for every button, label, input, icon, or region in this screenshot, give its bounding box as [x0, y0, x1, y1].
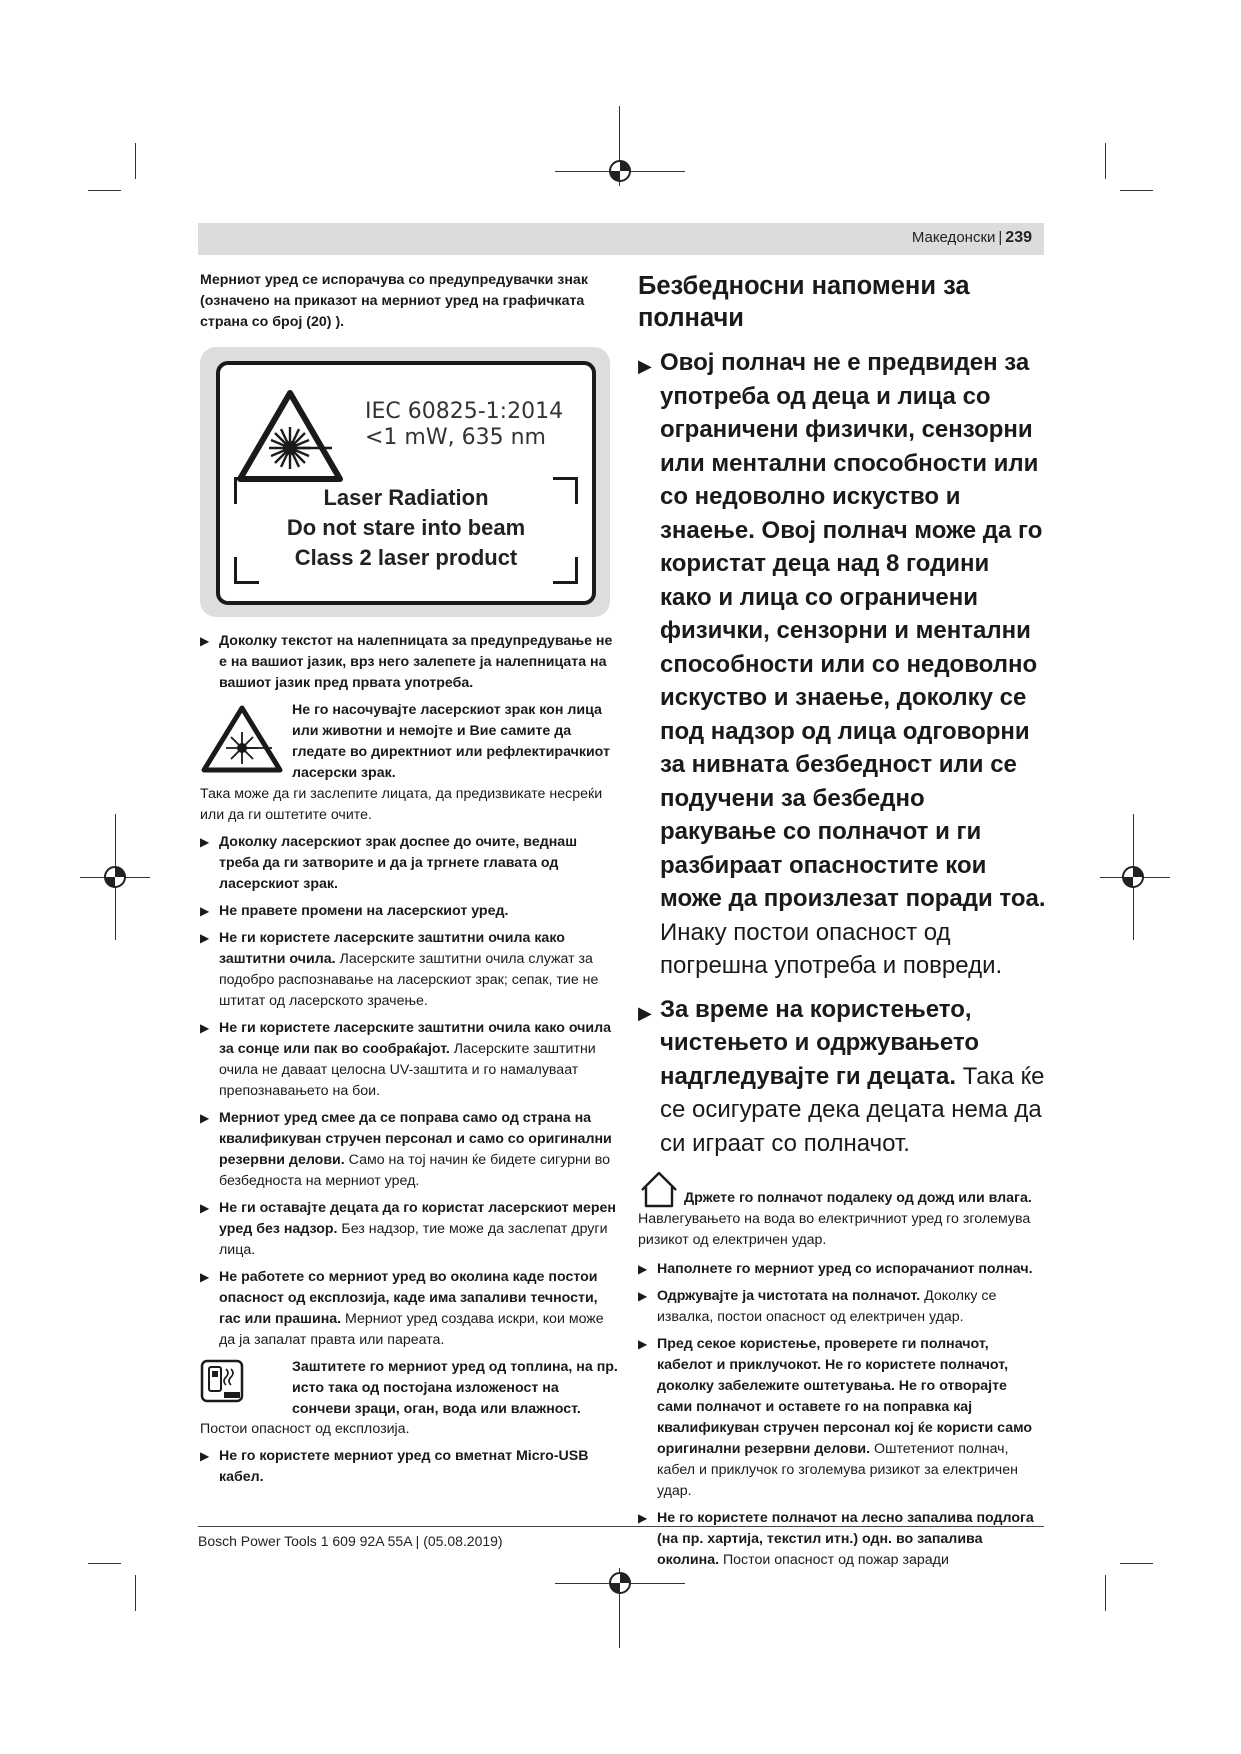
- arrow-bullet-icon: ▶: [200, 835, 210, 849]
- item-normal: Ласерските заштитни очила служат за подобро распознавање на ласерскиот зрак; сепак, тие не штитат од ласерското зрачење.: [219, 951, 599, 1009]
- list-item: [638, 1259, 1046, 1280]
- label-line: Do not stare into beam: [286, 515, 526, 540]
- item-normal: Ласерските заштитни очила не даваат целосна UV-заштита и го намалуваат препознавањето на бои.: [219, 1041, 596, 1099]
- arrow-bullet-icon: ▶: [200, 1021, 210, 1035]
- big-list-item: [638, 993, 1046, 1161]
- crop-mark: [1120, 1563, 1153, 1564]
- item-text: Не правете промени на ласерскиот уред.: [219, 903, 509, 919]
- header-separator: |: [998, 229, 1003, 246]
- label-iec-line1: IEC 60825-1:2014: [365, 399, 564, 424]
- intro-paragraph: Мерниот уред се испорачува со предупредувачки знак (означено на приказот на мерниот уред на графичката страна со број (20) ).: [200, 272, 588, 330]
- list-item: [200, 1018, 620, 1102]
- indoor-warning-bold: Држете го полначот подалеку од дожд или влага.: [684, 1190, 1032, 1206]
- item-normal: Само на тој начин ќе бидете сигурни во безбедноста на мерниот уред.: [219, 1152, 610, 1189]
- heat-warning-block: [200, 1357, 620, 1423]
- crop-mark: [88, 1563, 121, 1564]
- list-item: [638, 1334, 1046, 1502]
- warning-bold: Не го насочувајте ласерскиот зрак кон лица или животни и немојте и Вие самите да гледате во директниот или рефлектирачкиот ласерски зрак.: [292, 702, 610, 781]
- warning-continuation: [200, 784, 620, 826]
- left-column: [200, 270, 620, 1494]
- item-bold: Овој полнач не е предвиден за употреба од деца и лица со ограничени физички, сензорни или ментални способности или со недоволно искуство и знаење. Овој полнач може да го користат деца над 8 години како и лица со ограничени физички, сензорни и ментални способности или со недоволно искуство и знаење, доколку се под надзор од лица одговорни за нивната безбедност или се подучени за безбедно ракување со полначот и ги разбираат опасностите кои може да произлезат поради тоа.: [660, 349, 1046, 912]
- arrow-bullet-icon: ▶: [200, 1270, 210, 1284]
- arrow-bullet-icon: ▶: [200, 634, 210, 648]
- item-bold: Мерниот уред смее да се поправа само од страна на квалификуван стручен персонал и само со оригинални резервни делови.: [219, 1110, 612, 1168]
- list-item: [200, 1198, 620, 1261]
- laser-warning-label: [200, 347, 610, 617]
- laser-warning-icon: [234, 387, 346, 485]
- label-iec-text: [365, 399, 563, 451]
- item-normal: Оштетениот полнач, кабел и приклучок го зголемува ризикот за електричен удар.: [657, 1441, 1018, 1499]
- warning-text: [292, 700, 620, 784]
- registration-mark-icon: [606, 157, 634, 185]
- crop-mark: [1105, 143, 1106, 179]
- list-item: [638, 1286, 1046, 1328]
- section-name: Македонски: [911, 229, 996, 246]
- label-frame: [216, 361, 596, 605]
- label-line: Class 2 laser product: [294, 545, 518, 570]
- arrow-bullet-icon: ▶: [200, 1449, 210, 1463]
- crop-mark: [88, 190, 121, 191]
- arrow-bullet-icon: ▶: [200, 931, 210, 945]
- item-bold: За време на користењето, чистењето и одржувањето надгледувајте ги децата.: [660, 995, 980, 1090]
- item-bold: Одржувајте ја чистотата на полначот.: [657, 1288, 921, 1304]
- laser-warning-icon: [200, 704, 284, 774]
- warning-normal: Така може да ги заслепите лицата, да предизвикате несреќи или да ги оштетите очите.: [200, 786, 603, 823]
- list-item: [200, 832, 620, 895]
- item-text: Не го користете мерниот уред со вметнат Micro-USB кабел.: [219, 1448, 589, 1485]
- item-bold: Не ги оставајте децата да го користат ласерскиот мерен уред без надзор.: [219, 1200, 616, 1237]
- item-text: Доколку ласерскиот зрак доспее до очите, веднаш треба да ги затворите и да ја тргнете главата од ласерскиот зрак.: [219, 834, 578, 892]
- list-item: [200, 1108, 620, 1192]
- item-text: Наполнете го мерниот уред со испорачаниот полнач.: [657, 1261, 1033, 1277]
- laser-warning-block: [200, 700, 620, 790]
- item-normal: Без надзор, тие може да заслепат други лица.: [219, 1221, 608, 1258]
- heat-protection-icon: [200, 1359, 244, 1403]
- item-normal: Постои опасност од пожар заради: [719, 1552, 949, 1568]
- item-text: Доколку текстот на налепницата за предупредување не е на вашиот јазик, врз него залепете ја налепницата на вашиот јазик пред првата употреба.: [219, 633, 613, 691]
- item-normal: Доколку се извалка, постои опасност од електричен удар.: [657, 1288, 997, 1325]
- indoor-warning-text: [638, 1170, 1046, 1251]
- arrow-bullet-icon: ▶: [200, 1201, 210, 1215]
- item-bold: Не ги користете ласерските заштитни очила како заштитни очила.: [219, 930, 565, 967]
- page-number: 239: [1005, 229, 1032, 246]
- heat-warning-normal: Постои опасност од експлозија.: [200, 1421, 410, 1437]
- list-item: [200, 928, 620, 1012]
- footer-rule: [198, 1526, 1044, 1527]
- crop-mark: [135, 1575, 136, 1611]
- label-line: Laser Radiation: [323, 485, 489, 510]
- header-text: [912, 229, 1032, 247]
- page-header: [198, 223, 1044, 255]
- right-small-list: [638, 1259, 1046, 1571]
- right-column: [638, 268, 1046, 1577]
- item-bold: Не ги користете ласерските заштитни очила како очила за сонце или пак во сообраќајот.: [219, 1020, 612, 1057]
- indoor-warning-normal: Навлегувањето на вода во електричниот уред го зголемува ризикот од електричен удар.: [638, 1211, 1031, 1248]
- item-bold: Не работете со мерниот уред во околина каде постои опасност од експлозија, каде има запаливи течности, гас или прашина.: [219, 1269, 598, 1327]
- registration-mark-icon: [606, 1569, 634, 1597]
- crop-mark: [1105, 1575, 1106, 1611]
- section-title: Безбедносни напомени за полначи: [638, 272, 970, 332]
- arrow-bullet-icon: ▶: [638, 1511, 648, 1525]
- indoor-warning-block: [638, 1170, 1046, 1251]
- list-item: [200, 631, 620, 694]
- arrow-bullet-icon: ▶: [638, 1289, 648, 1303]
- label-iec-line2: <1 mW, 635 nm: [365, 425, 546, 450]
- big-list-item: [638, 346, 1046, 983]
- item-bold: Пред секое користење, проверете ги полначот, кабелот и приклучокот. Не го користете полначот, доколку забележите оштетувања. Не го отворајте сами полначот и оставете го на поправка кај квалификуван стручен персонал кој ќе користи само оригинални резервни делови.: [657, 1336, 1033, 1457]
- list-item: [638, 1508, 1046, 1571]
- crop-mark: [135, 143, 136, 179]
- arrow-bullet-icon: ▶: [200, 1111, 210, 1125]
- list-item: [200, 1267, 620, 1351]
- arrow-bullet-icon: ▶: [638, 356, 652, 376]
- list-item: [200, 901, 620, 922]
- item-bold: Не го користете полначот на лесно запалива подлога (на пр. хартија, текстил итн.) одн. во запалива околина.: [657, 1510, 1034, 1568]
- page-footer: Bosch Power Tools 1 609 92A 55A | (05.08.2019): [198, 1533, 503, 1549]
- crop-mark: [1120, 190, 1153, 191]
- heat-warning-bold: Заштитете го мерниот уред од топлина, на пр. исто така од постојана изложеност на сончеви зраци, оган, вода или влажност.: [292, 1359, 618, 1417]
- arrow-bullet-icon: ▶: [638, 1337, 648, 1351]
- registration-mark-icon: [101, 863, 129, 891]
- label-laser-text: [220, 483, 592, 573]
- item-normal: Инаку постои опасност од погрешна употреба и повреди.: [660, 918, 1003, 979]
- list-item: [200, 1446, 620, 1488]
- arrow-bullet-icon: ▶: [638, 1002, 652, 1023]
- arrow-bullet-icon: ▶: [638, 1262, 648, 1276]
- item-normal: Мерниот уред создава искри, кои може да ја запалат правта или пареата.: [219, 1311, 604, 1348]
- item-normal: Така ќе се осигурате дека децата нема да си играат со полначот.: [660, 1062, 1045, 1157]
- registration-mark-icon: [1119, 863, 1147, 891]
- house-icon: [638, 1168, 680, 1210]
- arrow-bullet-icon: ▶: [200, 904, 210, 918]
